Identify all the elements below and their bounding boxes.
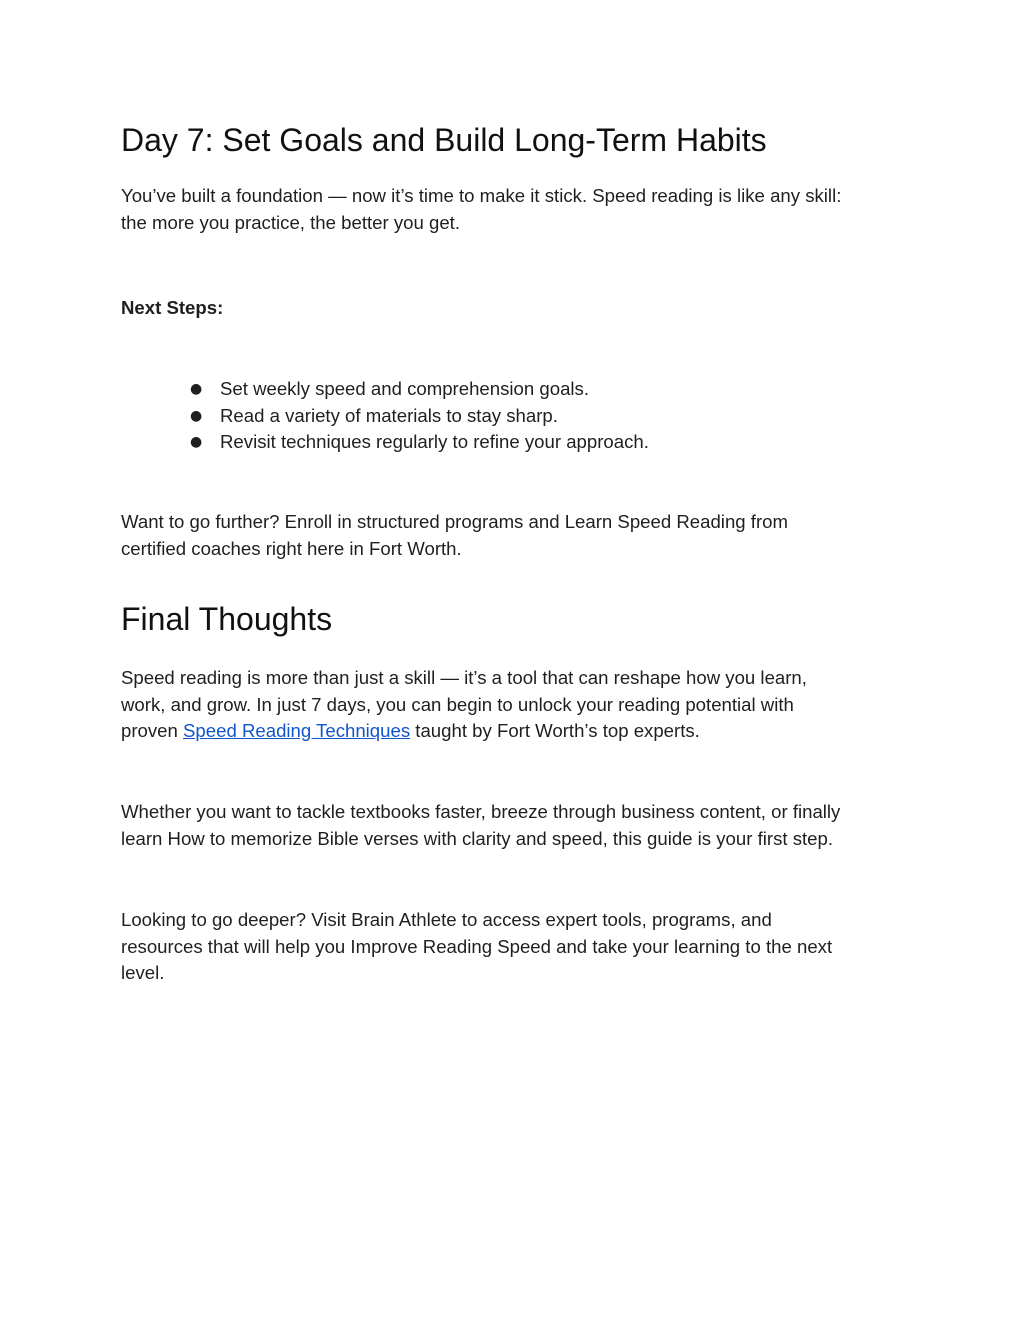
bullet-dot-icon: ● [190,434,203,450]
final-paragraph-1 [121,665,911,745]
final-p1-line1: Speed reading is more than just a skill — it’s a tool that can reshape how you learn, [121,667,807,688]
bullet-dot-icon: ● [190,381,203,397]
final-paragraph-2 [121,799,911,852]
list-item-text: Read a variety of materials to stay sharp. [220,404,558,426]
final-paragraph-3 [121,907,911,987]
final-p3-line1: Looking to go deeper? Visit Brain Athlete to access expert tools, programs, and [121,909,772,930]
list-item-text: Set weekly speed and comprehension goals. [220,378,590,399]
final-p1-line3-after: taught by Fort Worth’s top experts. [410,720,700,741]
list-item [187,403,887,430]
further-paragraph [121,509,911,562]
further-line1: Want to go further? Enroll in structured programs and Learn Speed Reading from [121,511,788,532]
final-p2-line2: learn How to memorize Bible verses with clarity and speed, this guide is your first step. [121,827,834,849]
final-p3-line3: level. [121,962,165,983]
final-p3-line2: resources that will help you Improve Reading Speed and take your learning to the next [121,935,833,957]
list-item-text: Revisit techniques regularly to refine your approach. [220,431,649,452]
day7-heading: Day 7: Set Goals and Build Long-Term Habits [121,122,767,158]
day7-intro-line1: You’ve built a foundation — now it’s time to make it stick. Speed reading is like any skill: [121,185,842,206]
final-p1-line3-before: proven [121,720,184,741]
further-line2: certified coaches right here in Fort Worth. [121,537,462,559]
day7-intro-paragraph [121,183,911,236]
list-item [187,429,887,456]
speed-reading-techniques-link[interactable]: Speed Reading Techniques [183,720,411,741]
final-p1-line2: work, and grow. In just 7 days, you can begin to unlock your reading potential with [121,693,794,715]
final-p2-line1: Whether you want to tackle textbooks faster, breeze through business content, or finally [121,801,841,822]
bullet-dot-icon: ● [190,407,203,424]
list-item [187,376,887,403]
next-steps-list [187,376,887,456]
day7-intro-line2: the more you practice, the better you get. [121,211,461,233]
next-steps-label: Next Steps: [121,297,224,318]
final-thoughts-heading: Final Thoughts [121,601,333,637]
